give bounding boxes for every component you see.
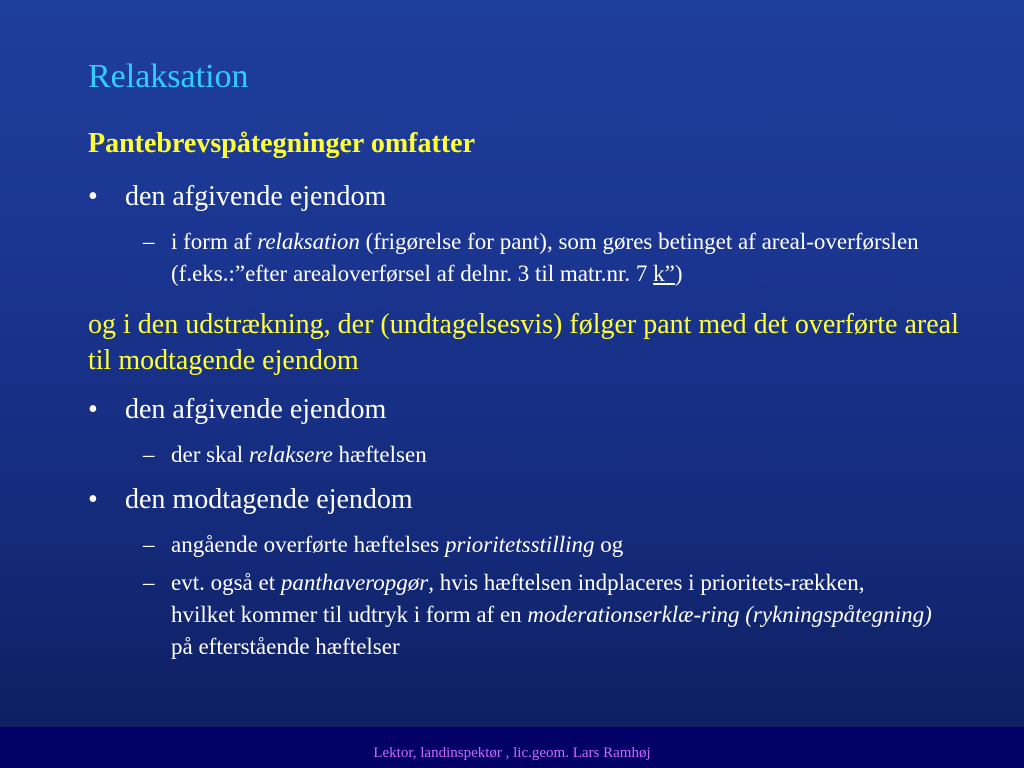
bullet-text: den afgivende ejendom xyxy=(125,394,387,425)
dash-mark: – xyxy=(143,442,155,467)
text-span: der skal xyxy=(171,442,249,467)
text-span: og xyxy=(594,532,624,557)
italic-term: prioritetsstilling xyxy=(444,532,595,557)
text-span: i form af xyxy=(171,229,258,254)
bullet-mark: • xyxy=(88,484,98,515)
bullet-mark: • xyxy=(88,394,98,425)
bullet-text: den modtagende ejendom xyxy=(125,484,413,515)
text-span: på efterstående hæftelser xyxy=(171,634,400,660)
italic-term: relaksation xyxy=(257,229,360,254)
sub-item-2 xyxy=(143,439,973,471)
section-heading: Pantebrevspåtegninger omfatter xyxy=(88,128,475,159)
italic-term: moderationserklæ-ring (rykningspåtegning) xyxy=(527,602,932,628)
sub-item-text xyxy=(143,226,973,290)
dash-mark: – xyxy=(143,229,155,254)
text-span: ) xyxy=(674,261,683,287)
bullet-item-3 xyxy=(88,483,413,517)
italic-term: panthaveropgør xyxy=(280,570,429,595)
bullet-item-2 xyxy=(88,393,386,427)
bullet-text: den afgivende ejendom xyxy=(125,181,387,212)
text-span: angående overførte hæftelses xyxy=(171,532,445,557)
sub-item-text xyxy=(143,567,933,664)
text-span: (frigørelse for pant), som gøres betinget af areal-overførslen (f.eks.:”efter arealoverførsel af delnr. 3 til matr.nr. 7 xyxy=(171,229,919,287)
italic-term: relaksere xyxy=(248,442,333,467)
dash-mark: – xyxy=(143,570,155,595)
text-span: hæftelsen xyxy=(332,442,427,467)
sub-item-4 xyxy=(143,567,933,664)
text-span: , hvis hæftelsen indplaceres i prioritets-rækken, hvilket kommer til udtryk i form af en xyxy=(171,570,865,628)
sub-item-1 xyxy=(143,226,973,290)
bullet-mark: • xyxy=(88,181,98,212)
sub-item-3 xyxy=(143,529,973,561)
bullet-item-1 xyxy=(88,180,386,214)
sub-item-text xyxy=(143,529,973,561)
slide-title: Relaksation xyxy=(88,58,249,95)
sub-item-text xyxy=(143,439,973,471)
text-span: evt. også et xyxy=(171,570,281,595)
footer-credit: Lektor, landinspektør , lic.geom. Lars Ramhøj xyxy=(373,745,651,761)
underlined-link[interactable]: k” xyxy=(653,261,675,287)
yellow-paragraph: og i den udstrækning, der (undtagelsesvis) følger pant med det overførte areal til modtagende ejendom xyxy=(88,309,959,377)
dash-mark: – xyxy=(143,532,155,557)
